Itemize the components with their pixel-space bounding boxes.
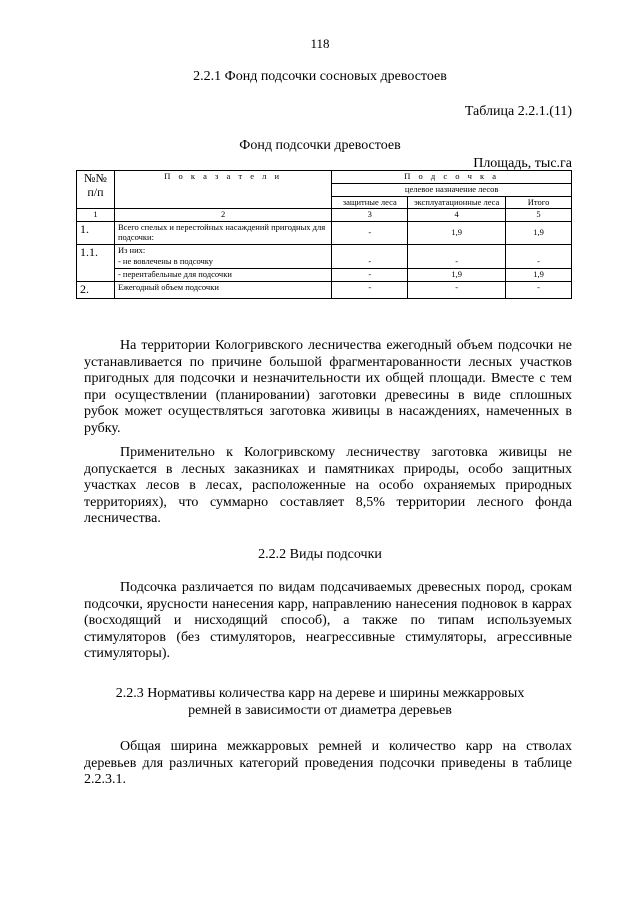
section-heading-2-2-3-line1: 2.2.3 Нормативы количества карр на дереве и ширины межкарровых bbox=[115, 686, 525, 701]
header-purpose: целевое назначение лесов bbox=[332, 183, 572, 196]
table-row bbox=[77, 281, 572, 298]
table-unit: Площадь, тыс.га bbox=[473, 156, 572, 171]
row-label: Ежегодный объем подсочки bbox=[114, 281, 331, 298]
cell-protective: - bbox=[332, 222, 408, 245]
row-label: Всего спелых и перестойных насаждений пригодных для подсочки: bbox=[114, 222, 331, 245]
header-podsochka: П о д с о ч к а bbox=[332, 171, 572, 184]
cell-exploitation: - bbox=[408, 256, 506, 268]
cell-total: - bbox=[506, 256, 572, 268]
table-row bbox=[77, 222, 572, 245]
row-number: 1. bbox=[77, 222, 115, 245]
podsochka-fund-table bbox=[76, 170, 572, 299]
row-number: 1.1. bbox=[77, 244, 115, 281]
header-exploitation: эксплуатационные леса bbox=[408, 196, 506, 209]
cell-total: 1,9 bbox=[506, 269, 572, 282]
paragraph-2: Применительно к Кологривскому лесничеству заготовка живицы не допускается в лесных заказниках и памятниках природы, особо защитных участках лесов в лесах, расположенные на особо охраняемых природных территориях), что суммарно составляет 8,5% территории лесного фонда лесничества. bbox=[84, 445, 572, 526]
table-title: Фонд подсочки древостоев bbox=[239, 138, 401, 153]
row-number: 2. bbox=[77, 281, 115, 298]
cell-protective: - bbox=[332, 281, 408, 298]
table-header-row bbox=[77, 171, 572, 184]
header-protective: защитные леса bbox=[332, 196, 408, 209]
row-label: Из них: bbox=[114, 244, 331, 256]
cell-exploitation: - bbox=[408, 281, 506, 298]
col-number: 1 bbox=[77, 209, 115, 222]
cell-exploitation: 1,9 bbox=[408, 222, 506, 245]
header-total: Итого bbox=[506, 196, 572, 209]
section-heading-2-2-1: 2.2.1 Фонд подсочки сосновых древостоев bbox=[193, 69, 447, 84]
paragraph-1: На территории Кологривского лесничества ежегодный объем подсочки не устанавливается по причине большой фрагментарованности лесных участков пригодных для подсочки и незначительности их общей площади. Вместе с тем при осуществлении (планировании) заготовки древесины в виде сплошных рубок может осуществляться заготовка живицы в насаждениях, намеченных в рубку. bbox=[84, 338, 572, 436]
cell-total: - bbox=[506, 281, 572, 298]
cell-total: 1,9 bbox=[506, 222, 572, 245]
col-number: 3 bbox=[332, 209, 408, 222]
cell-protective: - bbox=[332, 256, 408, 268]
table-row bbox=[77, 244, 572, 256]
table-row bbox=[77, 256, 572, 268]
col-number: 4 bbox=[408, 209, 506, 222]
paragraph-4: Общая ширина межкарровых ремней и количество карр на стволах деревьев для различных категорий проведения подсочки приведены в таблице 2.2.3.1. bbox=[84, 739, 572, 787]
section-heading-2-2-3-line2: ремней в зависимости от диаметра деревьев bbox=[188, 703, 452, 718]
table-row bbox=[77, 269, 572, 282]
col-number: 5 bbox=[506, 209, 572, 222]
table-numbering-row bbox=[77, 209, 572, 222]
table-number: Таблица 2.2.1.(11) bbox=[464, 104, 572, 119]
col-number: 2 bbox=[114, 209, 331, 222]
row-label: - не вовлечены в подсочку bbox=[114, 256, 331, 268]
paragraph-3: Подсочка различается по видам подсачиваемых древесных пород, срокам подсочки, ярусности нанесения карр, направлению нанесения подновок в каррах (восходящий и нисходящий способ), а также по типам используемых стимуляторов (без стимуляторов, неагрессивные стимуляторы, агрессивные стимуляторы). bbox=[84, 580, 572, 661]
section-heading-2-2-2: 2.2.2 Виды подсочки bbox=[258, 547, 382, 562]
cell-exploitation: 1,9 bbox=[408, 269, 506, 282]
cell-protective: - bbox=[332, 269, 408, 282]
header-indicators: П о к а з а т е л и bbox=[114, 171, 331, 209]
page-number: 118 bbox=[310, 36, 330, 51]
header-num: №№ п/п bbox=[77, 171, 115, 209]
row-label: - перентабельные для подсочки bbox=[114, 269, 331, 282]
